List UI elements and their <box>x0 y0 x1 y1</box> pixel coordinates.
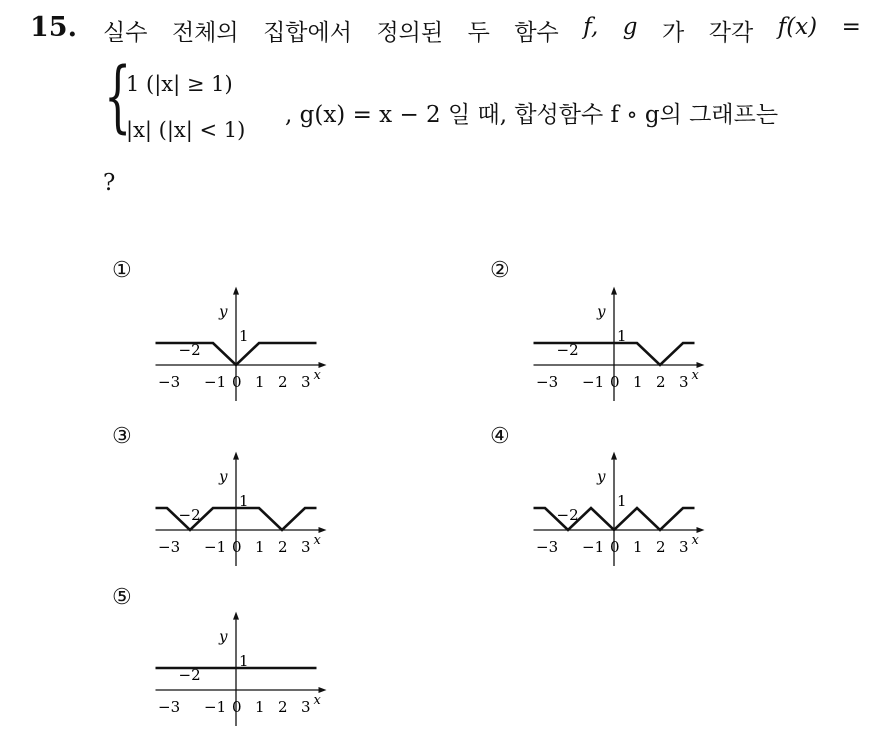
tick-label: 1 <box>255 698 265 716</box>
tick-label: −3 <box>536 373 559 391</box>
word: f(x) <box>777 14 818 40</box>
y-value-neg2: −2 <box>178 341 201 360</box>
tick-label: 3 <box>679 373 689 391</box>
word: 집합에서 <box>263 20 352 46</box>
piecewise-case-2: |x| (|x| < 1) <box>126 118 246 142</box>
tick-label: −3 <box>158 373 181 391</box>
word: 각각 <box>708 20 754 46</box>
graph-choice-1 <box>141 275 341 425</box>
y-value-neg2: −2 <box>556 506 579 525</box>
question-number: 15. <box>30 12 77 43</box>
graph-choice-2 <box>519 275 719 425</box>
y-value-one: 1 <box>239 492 249 510</box>
graph-choice-5 <box>141 600 341 750</box>
y-value-neg2: −2 <box>178 666 201 685</box>
y-value-neg2: −2 <box>556 341 579 360</box>
word: 전체의 <box>171 20 239 46</box>
tick-label: 3 <box>301 698 311 716</box>
y-axis-label: y <box>219 627 228 646</box>
tick-label: −3 <box>536 538 559 556</box>
y-value-one: 1 <box>617 492 627 510</box>
tick-label: −1 <box>582 538 605 556</box>
y-axis-label: y <box>219 302 228 321</box>
tick-label: 3 <box>679 538 689 556</box>
word: 실수 <box>103 20 148 46</box>
tick-label: 1 <box>255 373 265 391</box>
graph-choice-3 <box>141 440 341 590</box>
y-axis-arrow <box>233 287 239 295</box>
question-line-2: , g(x) = x − 2 일 때, 합성함수 f ∘ g의 그래프는 <box>285 102 779 128</box>
tick-label: 1 <box>633 538 643 556</box>
graph-choice-4 <box>519 440 719 590</box>
x-axis-label: x <box>691 368 699 383</box>
question-line-1 <box>103 14 861 47</box>
tick-label: 2 <box>656 373 666 391</box>
x-axis-label: x <box>691 533 699 548</box>
word: g <box>622 14 638 40</box>
tick-label: 0 <box>232 538 242 556</box>
tick-label: −1 <box>204 538 227 556</box>
question-line-3: ? <box>103 170 116 196</box>
word: 두 <box>467 20 490 46</box>
tick-label: −3 <box>158 698 181 716</box>
y-axis-label: y <box>219 467 228 486</box>
word: = <box>841 14 861 40</box>
word: 가 <box>662 20 685 46</box>
y-value-neg2: −2 <box>178 506 201 525</box>
choice-label-3[interactable]: ③ <box>112 424 132 449</box>
y-axis-label: y <box>597 467 606 486</box>
x-axis-label: x <box>313 533 321 548</box>
piecewise-brace: { <box>104 52 132 142</box>
y-value-one: 1 <box>239 652 249 670</box>
tick-label: 0 <box>232 373 242 391</box>
tick-label: 0 <box>610 373 620 391</box>
tick-label: 0 <box>232 698 242 716</box>
y-axis-label: y <box>597 302 606 321</box>
word: 정의된 <box>376 20 444 46</box>
y-value-one: 1 <box>239 327 249 345</box>
tick-label: −1 <box>582 373 605 391</box>
y-axis-arrow <box>233 452 239 460</box>
tick-label: −1 <box>204 373 227 391</box>
choice-label-5[interactable]: ⑤ <box>112 585 132 610</box>
tick-label: −1 <box>204 698 227 716</box>
choice-label-2[interactable]: ② <box>490 258 510 283</box>
y-axis-arrow <box>611 287 617 295</box>
word: f, <box>583 14 599 40</box>
y-axis-arrow <box>233 612 239 620</box>
choice-label-1[interactable]: ① <box>112 258 132 283</box>
y-value-one: 1 <box>617 327 627 345</box>
tick-label: −3 <box>158 538 181 556</box>
tick-label: 1 <box>255 538 265 556</box>
word: 함수 <box>514 20 559 46</box>
tick-label: 2 <box>278 538 288 556</box>
y-axis-arrow <box>611 452 617 460</box>
tick-label: 2 <box>278 698 288 716</box>
tick-label: 0 <box>610 538 620 556</box>
tick-label: 1 <box>633 373 643 391</box>
tick-label: 2 <box>278 373 288 391</box>
tick-label: 3 <box>301 373 311 391</box>
x-axis-label: x <box>313 368 321 383</box>
x-axis-label: x <box>313 693 321 708</box>
choice-label-4[interactable]: ④ <box>490 424 510 449</box>
piecewise-case-1: 1 (|x| ≥ 1) <box>126 72 233 96</box>
tick-label: 2 <box>656 538 666 556</box>
tick-label: 3 <box>301 538 311 556</box>
